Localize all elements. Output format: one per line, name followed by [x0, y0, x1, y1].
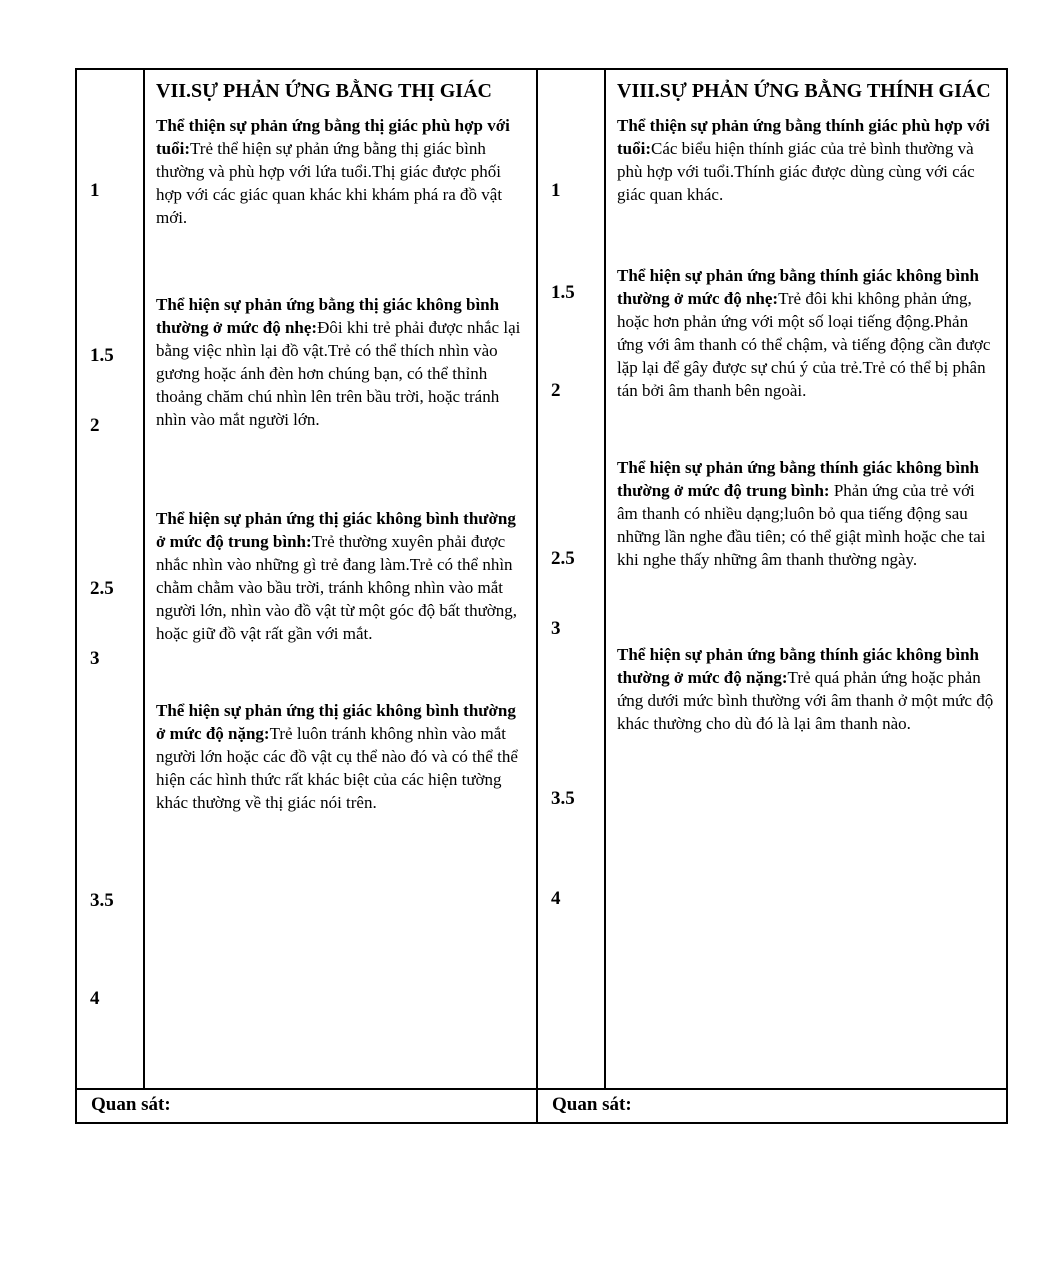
score-value: 2 [90, 415, 100, 436]
score-value: 3 [90, 648, 100, 669]
vision-paragraph-normal [156, 114, 526, 229]
vision-paragraph-severe [156, 699, 526, 814]
observation-label-vision: Quan sát: [77, 1090, 538, 1122]
paragraph-heading: Thể hiện sự phản ứng bằng thị giác không bình thường ở mức độ nhẹ: [156, 295, 500, 337]
section-hearing [606, 70, 1006, 1088]
hearing-paragraph-normal [617, 114, 996, 206]
observation-label-hearing: Quan sát: [552, 1094, 632, 1115]
score-value: 4 [90, 988, 100, 1009]
paragraph-heading: Thể hiện sự phản ứng bằng thính giác không bình thường ở mức độ nhẹ: [617, 266, 979, 308]
paragraph-heading: Thể thiện sự phản ứng bằng thính giác phù hợp với tuổi: [617, 116, 990, 158]
score-value: 2 [551, 380, 561, 401]
paragraph-text: Trẻ quá phản ứng hoặc phản ứng dưới mức bình thường với âm thanh ở một mức độ khác thường cho dù đó là lại âm thanh nào. [617, 668, 994, 733]
paragraph-text: Trẻ luôn tránh không nhìn vào mắt người lớn hoặc các đồ vật cụ thể nào đó và có thể thể hiện các hình thức rất khác biệt của các hiện tường khác thường về thị giác nói trên. [156, 724, 518, 812]
paragraph-text: Các biểu hiện thính giác của trẻ bình thường và phù hợp với tuổi.Thính giác được dùng cùng với các giác quan khác. [617, 139, 975, 204]
score-value: 3.5 [90, 890, 114, 911]
paragraph-heading: Thể hiện sự phản ứng thị giác không bình thường ở mức độ trung bình: [156, 509, 516, 551]
score-value: 4 [551, 888, 561, 909]
paragraph-text: Phản ứng của trẻ với âm thanh có nhiều dạng;luôn bỏ qua tiếng động sau những lần nghe đầu tiên; có thể giật mình hoặc che tai khi nghe thấy những âm thanh thường ngày. [617, 481, 986, 569]
score-value: 2.5 [551, 548, 575, 569]
paragraph-text: Trẻ thường xuyên phải được nhắc nhìn vào những gì trẻ đang làm.Trẻ có thể nhìn chằm chằm vào bầu trời, tránh không nhìn vào mắt người lớn, nhìn vào đồ vật từ một góc độ bất thường, hoặc giữ đồ vật rất gần với mắt. [156, 532, 518, 643]
score-value: 1.5 [90, 345, 114, 366]
score-value: 3 [551, 618, 561, 639]
section-vision [145, 70, 538, 1088]
hearing-paragraph-moderate [617, 456, 996, 571]
vision-paragraph-moderate [156, 507, 526, 645]
section-title-vision: VII.SỰ PHẢN ỨNG BẰNG THỊ GIÁC [156, 80, 492, 102]
hearing-paragraph-severe [617, 643, 996, 735]
paragraph-heading: Thể hiện sự phản ứng thị giác không bình thường ở mức độ nặng: [156, 701, 516, 743]
score-column-hearing [538, 70, 606, 1088]
score-value: 1.5 [551, 282, 575, 303]
section-title-hearing: VIII.SỰ PHẢN ỨNG BẰNG THÍNH GIÁC [617, 80, 991, 102]
score-column-vision [77, 70, 145, 1088]
table-body [77, 70, 1006, 1088]
paragraph-heading: Thể hiện sự phản ứng bằng thính giác không bình thường ở mức độ trung bình: [617, 458, 979, 500]
paragraph-text: Trẻ đôi khi không phản ứng, hoặc hơn phản ứng với một số loại tiếng động.Phản ứng với âm thanh có thể chậm, và tiếng động cần được lặp lại để gây được sự chú ý của trẻ.Trẻ có thể bị phân tán bởi âm thanh bên ngoài. [617, 289, 991, 400]
paragraph-heading: Thể hiện sự phản ứng bằng thính giác không bình thường ở mức độ nặng: [617, 645, 979, 687]
observation-row [77, 1088, 1006, 1122]
paragraph-text: Đôi khi trẻ phải được nhắc lại bằng việc nhìn lại đồ vật.Trẻ có thể thích nhìn vào gương hoặc ánh đèn hơn chúng bạn, có thể thỉnh thoảng chăm chú nhìn lên trên bầu trời, hoặc tránh nhìn vào mắt người lớn. [156, 318, 521, 429]
hearing-paragraph-mild [617, 264, 996, 402]
vision-paragraph-mild [156, 293, 526, 431]
paragraph-heading: Thể thiện sự phản ứng bằng thị giác phù hợp với tuổi: [156, 116, 510, 158]
score-value: 2.5 [90, 578, 114, 599]
score-value: 3.5 [551, 788, 575, 809]
paragraph-text: Trẻ thể hiện sự phản ứng bằng thị giác bình thường và phù hợp với lứa tuổi.Thị giác được phối hợp với các giác quan khác khi khám phá ra đồ vật mới. [156, 139, 503, 227]
score-value: 1 [551, 180, 561, 201]
rating-table [75, 68, 1008, 1124]
score-value: 1 [90, 180, 100, 201]
